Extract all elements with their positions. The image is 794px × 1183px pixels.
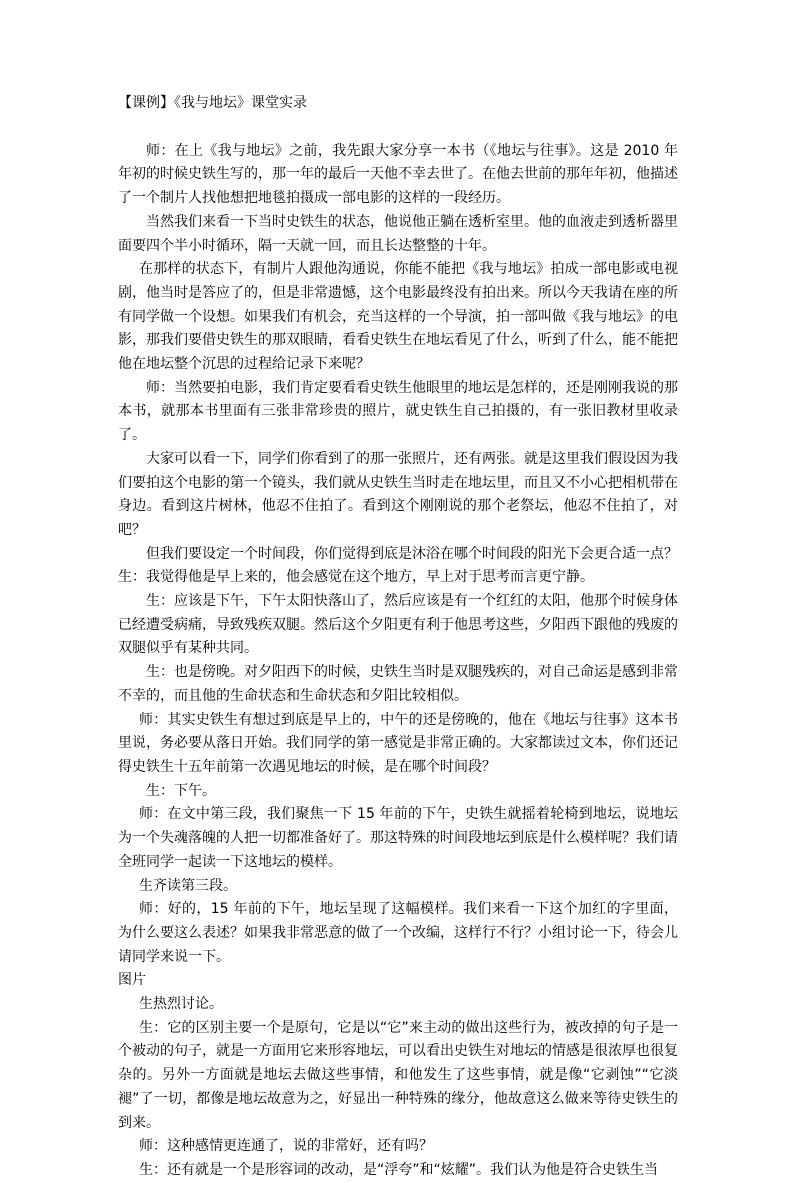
paragraph: 师：其实史铁生有想过到底是早上的，中午的还是傍晚的，他在《地坛与往事》这本书里说，务必要从落日开始。我们同学的第一感觉是非常正确的。大家都读过文本，你们还记得史铁生十五年前第一次遇见地坛的时候，是在哪个时间段？ (118, 711, 678, 775)
paragraph: 生：还有就是一个是形容词的改动，是“浮夸”和“炫耀”。我们认为他是符合史铁生当 (139, 1161, 659, 1178)
paragraph: 师：在文中第三段，我们聚焦一下 15 年前的下午，史铁生就摇着轮椅到地坛，说地坛为一个失魂落魄的人把一切都准备好了。那这特殊的时间段地坛到底是什么模样呢？我们请全班同学一起读一下这地坛的模样。 (118, 806, 678, 870)
paragraph: 生：下午。 (146, 782, 216, 799)
paragraph: 大家可以看一下，同学们你看到了的那一张照片，还有两张。就是这里我们假设因为我们要拍这个电影的第一个镜头，我们就从史铁生当时走在地坛里，而且又不小心把相机带在身边。看到这片树林，他忍不住拍了。看到这个刚刚说的那个老祭坛，他忍不住拍了，对吧？ (118, 450, 678, 538)
paragraph: 师：好的，15 年前的下午，地坛呈现了这幅模样。我们来看一下这个加红的字里面，为什么要这么表述？如果我非常恶意的做了一个改编，这样行不行？小组讨论一下，待会儿请同学来说一下。 (118, 901, 678, 965)
paragraph: 当然我们来看一下当时史铁生的状态，他说他正躺在透析室里。他的血液走到透析器里面要四个半小时循环，隔一天就一回，而且长达整整的十年。 (118, 213, 678, 254)
paragraph: 师：当然要拍电影，我们肯定要看看史铁生他眼里的地坛是怎样的，还是刚刚我说的那本书，就那本书里面有三张非常珍贵的照片，就史铁生自己拍摄的，有一张旧教材里收录了。 (118, 379, 678, 444)
document-title: 【课例】《我与地坛》课堂实录 (118, 95, 307, 111)
paragraph: 师：在上《我与地坛》之前，我先跟大家分享一本书（《地坛与往事》。这是 2010 年年初的时候史铁生写的，那一年的最后一天他不幸去世了。在他去世前的那年年初，他描述了一个制片人找他想把地毯拍摄成一部电影的这样的一段经历。 (118, 142, 678, 207)
paragraph: 生：它的区别主要一个是原句，它是以“它”来主动的做出这些行为，被改掉的句子是一个被动的句子，就是一方面用它来形容地坛，可以看出史铁生对地坛的情感是很浓厚也很复杂的。另外一方面就是地坛去做这些事情，和他发生了这些事情，就是像“它剥蚀”“它淡褪”了一切，都像是地坛故意为之，好显出一种特殊的缘分，他故意这么做来等待史铁生的到来。 (118, 1019, 678, 1131)
paragraph: 生齐读第三段。 (139, 877, 237, 894)
image-placeholder-label: 图片 (118, 972, 146, 989)
paragraph: 生：也是傍晚。对夕阳西下的时候，史铁生当时是双腿残疾的，对自己命运是感到非常不幸的，而且他的生命状态和生命状态和夕阳比较相似。 (118, 664, 678, 704)
paragraph: 师：这种感情更连通了，说的非常好，还有吗？ (139, 1138, 433, 1155)
paragraph: 生：应该是下午，下午太阳快落山了，然后应该是有一个红红的太阳，他那个时候身体已经遭受病痛，导致残疾双腿。然后这个夕阳更有利于他思考这些，夕阳西下跟他的残废的双腿似乎有某种共同。 (118, 593, 678, 657)
document-page (118, 92, 678, 1183)
paragraph: 在那样的状态下，有制片人跟他沟通说，你能不能把《我与地坛》拍成一部电影或电视剧，他当时是答应了的，但是非常遗憾，这个电影最终没有拍出来。所以今天我请在座的所有同学做一个设想。如果我们有机会，充当这样的一个导演，拍一部叫做《我与地坛》的电影，那我们要借史铁生的那双眼睛，看看史铁生在地坛看见了什么，听到了什么，能不能把他在地坛整个沉思的过程给记录下来呢？ (118, 261, 678, 373)
paragraph: 生：我觉得他是早上来的，他会感觉在这个地方，早上对于思考而言更宁静。 (118, 569, 594, 586)
paragraph: 生热烈讨论。 (139, 996, 223, 1013)
paragraph: 但我们要设定一个时间段，你们觉得到底是沐浴在哪个时间段的阳光下会更合适一点？ (146, 545, 678, 562)
